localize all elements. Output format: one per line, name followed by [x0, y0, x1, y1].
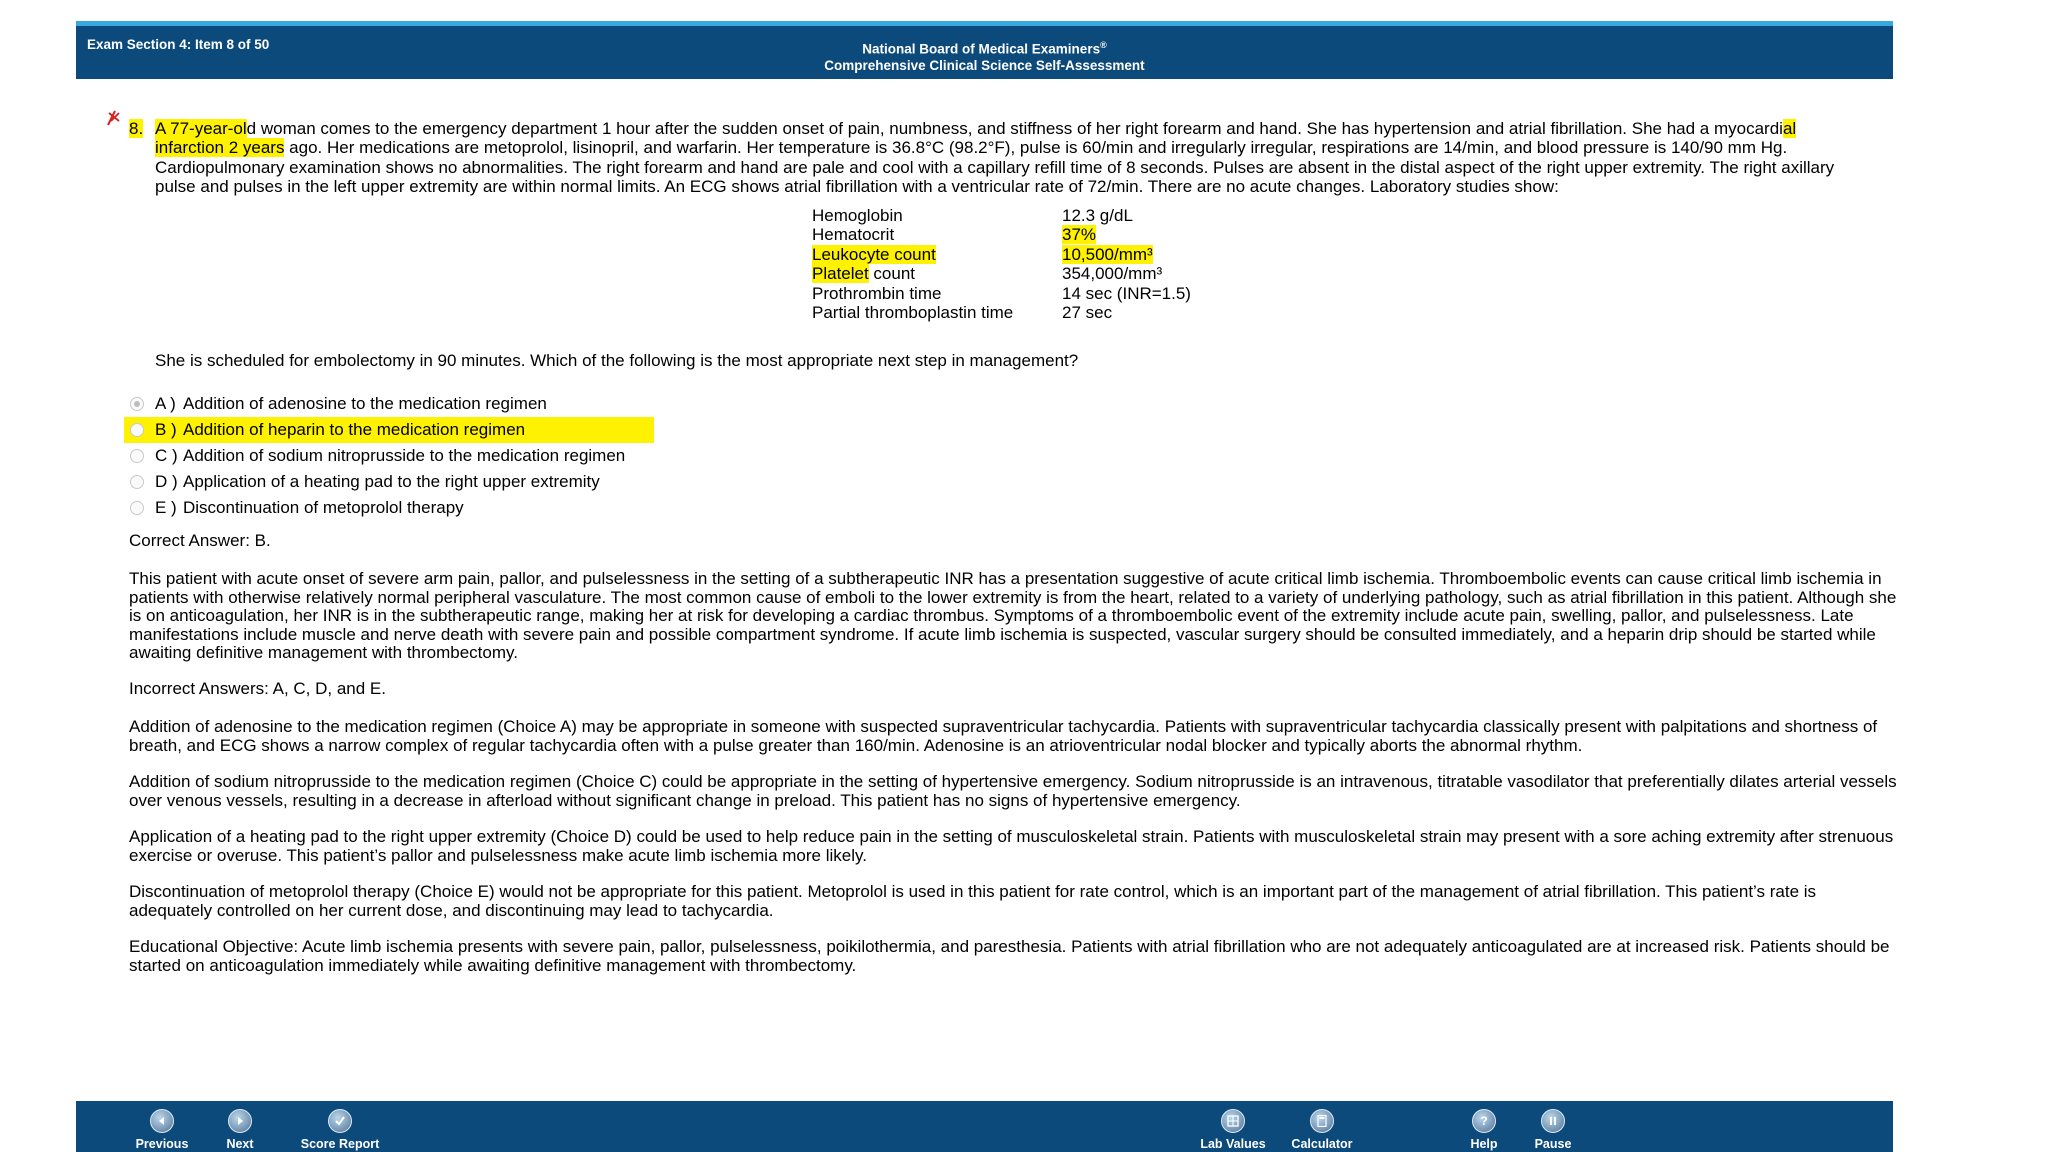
lab-value — [1062, 284, 1191, 303]
previous-arrow-icon — [150, 1109, 174, 1133]
footer-toolbar — [76, 1101, 1893, 1152]
radio-button[interactable] — [130, 397, 144, 411]
lab-value-text: 10,500/mm³ — [1062, 244, 1153, 264]
lab-name-highlight: Platelet — [812, 264, 869, 284]
answer-text: Addition of sodium nitroprusside to the medication regimen — [183, 446, 626, 465]
lab-name-text: Hemoglobin — [812, 206, 903, 225]
answer-letter: B ) — [155, 420, 177, 439]
flag-icon[interactable] — [106, 108, 122, 126]
calculator-icon — [1310, 1109, 1334, 1133]
lab-values-button[interactable]: Lab Values — [1188, 1109, 1278, 1151]
lab-value-text: 12.3 g/dL — [1062, 206, 1133, 225]
exam-header — [76, 21, 1893, 79]
question-number: 8. — [129, 119, 144, 138]
answer-text: Discontinuation of metoprolol therapy — [183, 498, 464, 517]
lab-value-text: 27 sec — [1062, 303, 1113, 323]
org-name: National Board of Medical Examiners — [862, 41, 1101, 57]
answer-option-d[interactable] — [124, 469, 654, 495]
question-stem — [155, 119, 1840, 196]
lab-name — [812, 264, 1062, 283]
highlighted-text: A 77-year-ol — [155, 119, 247, 138]
lab-value — [1062, 206, 1191, 225]
radio-button[interactable] — [130, 501, 144, 515]
lab-value-text: 354,000/mm³ — [1062, 264, 1163, 284]
lab-value — [1062, 225, 1191, 244]
answer-option-c[interactable] — [124, 443, 654, 469]
lab-row — [812, 225, 1191, 244]
lab-values-icon — [1221, 1109, 1245, 1133]
answer-text: Addition of heparin to the medication regimen — [183, 420, 526, 439]
highlighted-text: al infarction 2 years — [155, 119, 1797, 158]
explanation-choice-a: Addition of adenosine to the medication regimen (Choice A) may be appropriate in someone with suspected supraventricular tachycardia. Patients with supraventricular tachycardia classically present with palpitations and shortness of breath, and ECG shows a narrow complex of regular tachycardia often with a pulse greater than 160/min. Adenosine is an atrioventricular nodal blocker and typically aborts the abnormal rhythm. — [129, 717, 1878, 755]
lab-row — [812, 284, 1191, 303]
answer-option-a[interactable] — [124, 391, 654, 417]
lab-row — [812, 264, 1191, 283]
lab-name — [812, 284, 1062, 303]
question-lead-in: She is scheduled for embolectomy in 90 minutes. Which of the following is the most appropriate next step in management? — [155, 351, 1079, 370]
lab-value — [1062, 303, 1191, 322]
exam-title-block — [76, 37, 1893, 74]
calculator-button[interactable]: Calculator — [1277, 1109, 1367, 1151]
answer-letter: E ) — [155, 498, 177, 517]
answer-choices — [124, 391, 654, 521]
radio-button[interactable] — [130, 475, 144, 489]
lab-name-highlight: Leukocyte count — [812, 244, 936, 264]
lab-value — [1062, 264, 1191, 283]
lab-row — [812, 206, 1191, 225]
item-info: Exam Section 4: Item 8 of 50 — [87, 37, 270, 52]
explanation-main: This patient with acute onset of severe arm pain, pallor, and pulselessness in the setting of a subtherapeutic INR has a presentation suggestive of acute critical limb ischemia. Thromboembolic events can cause critical limb ischemia in patients with otherwise relatively normal peripheral vasculature. The most common cause of emboli to the lower extremity is from the heart, related to a variety of underlying pathology, such as atrial fibrillation in this patient. Although she is on anticoagulation, her INR is in the subtherapeutic range, making her at risk for developing a cardiac thrombus. Symptoms of a thromboembolic event of the extremity include acute pain, swelling, pallor, and pulselessness. Late manifestations include muscle and nerve death with severe pain and possible compartment syndrome. If acute limb ischemia is suspected, vascular surgery should be consulted immediately, and a heparin drip should be started while awaiting definitive management with thrombectomy. — [129, 569, 1897, 663]
answer-letter: D ) — [155, 472, 178, 491]
pause-button[interactable]: Pause — [1508, 1109, 1598, 1151]
explanation-choice-c: Addition of sodium nitroprusside to the medication regimen (Choice C) could be appropriate in the setting of hypertensive emergency. Sodium nitroprusside is an intravenous, titratable vasodilator that preferentially dilates arterial vessels over venous vessels, resulting in a decrease in afterload without significant change in preload. This patient has no signs of hypertensive emergency. — [129, 772, 1897, 810]
checkmark-icon — [328, 1109, 352, 1133]
incorrect-answers: Incorrect Answers: A, C, D, and E. — [129, 679, 386, 698]
lab-name — [812, 303, 1062, 322]
help-icon: ? — [1472, 1109, 1496, 1133]
answer-text: Addition of adenosine to the medication regimen — [183, 394, 547, 413]
stem-text: d woman comes to the emergency department 1 hour after the sudden onset of pain, numbness, and stiffness of her right forearm and hand. She has hypertension and atrial fibrillation. She had a myocardi — [246, 119, 1783, 138]
radio-button[interactable] — [130, 449, 144, 463]
lab-value — [1062, 245, 1191, 264]
lab-value-text: 37% — [1062, 225, 1097, 245]
answer-letter: C ) — [155, 446, 178, 465]
lab-name-text: count — [868, 264, 916, 284]
registered-mark: ® — [1100, 40, 1107, 50]
next-arrow-icon — [228, 1109, 252, 1133]
answer-text: Application of a heating pad to the right upper extremity — [183, 472, 600, 491]
pause-icon — [1541, 1109, 1565, 1133]
explanation-choice-e: Discontinuation of metoprolol therapy (Choice E) would not be appropriate for this patient. Metoprolol is used in this patient for rate control, which is an important part of the management of atrial fibrillation. This patient’s rate is adequately controlled on her current dose, and discontinuing may lead to tachycardia. — [129, 882, 1817, 920]
help-button[interactable]: ? Help — [1439, 1109, 1529, 1151]
lab-row — [812, 245, 1191, 264]
score-report-button[interactable]: Score Report — [295, 1109, 385, 1151]
exam-title: Comprehensive Clinical Science Self-Assessment — [824, 57, 1145, 73]
lab-row — [812, 303, 1191, 322]
lab-name-text: Hematocrit — [812, 225, 895, 245]
lab-name — [812, 206, 1062, 225]
answer-letter: A ) — [155, 394, 176, 413]
explanation-choice-d: Application of a heating pad to the right upper extremity (Choice D) could be used to help reduce pain in the setting of musculoskeletal strain. Patients with musculoskeletal strain may present with a sore aching extremity after strenuous exercise or overuse. This patient’s pallor and pulselessness make acute limb ischemia more likely. — [129, 827, 1894, 865]
answer-option-b[interactable] — [124, 417, 654, 443]
previous-button[interactable]: Previous — [117, 1109, 207, 1151]
correct-answer: Correct Answer: B. — [129, 531, 271, 550]
lab-name-text: Prothrombin time — [812, 283, 942, 303]
next-button[interactable]: Next — [195, 1109, 285, 1151]
lab-name — [812, 245, 1062, 264]
answer-option-e[interactable] — [124, 495, 654, 521]
lab-values-table — [812, 206, 1191, 322]
stem-text: ago. Her medications are metoprolol, lisinopril, and warfarin. Her temperature is 36.8°C (98.2°F), pulse is 60/min and irregularly irregular, respirations are 14/min, and blood pressure is 140/90 mm Hg. Cardiopulmonary examination shows no abnormalities. The right forearm and hand are pale and cool with a capillary refill time of 8 seconds. Pulses are absent in the distal aspect of the right upper extremity. The right axillary pulse and pulses in the left upper extremity are within normal limits. An ECG shows atrial fibrillation with a ventricular rate of 72/min. There are no acute changes. Laboratory studies show: — [155, 138, 1835, 196]
radio-button[interactable] — [130, 423, 144, 437]
lab-value-text: 14 sec (INR=1.5) — [1062, 283, 1191, 303]
lab-name — [812, 225, 1062, 244]
lab-name-text: Partial thromboplastin time — [812, 303, 1014, 323]
educational-objective: Educational Objective: Acute limb ischemia presents with severe pain, pallor, pulselessness, poikilothermia, and paresthesia. Patients with atrial fibrillation who are not adequately anticoagulated are at increased risk. Patients should be started on anticoagulation immediately while awaiting definitive management with thrombectomy. — [129, 937, 1890, 975]
